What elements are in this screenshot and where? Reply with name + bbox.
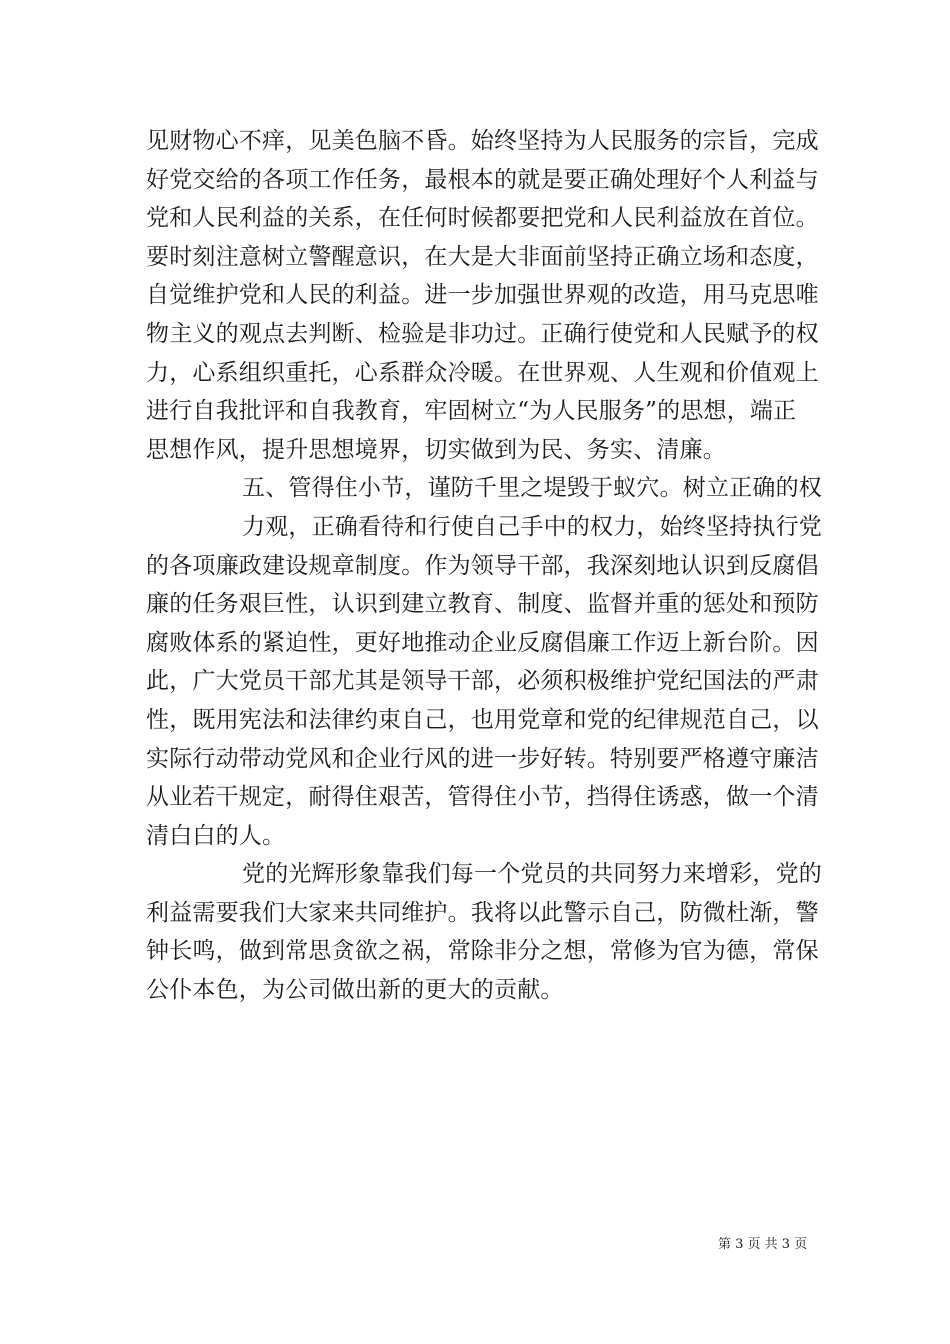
text-line: 思想作风，提升思想境界，切实做到为民、务实、清廉。 (146, 436, 726, 463)
text-line: 利益需要我们大家来共同维护。我将以此警示自己，防微杜渐，警 (146, 899, 819, 926)
text-line: 清白白的人。 (146, 822, 286, 849)
text-line: 实际行动带动党风和企业行风的进一步好转。特别要严格遵守廉洁 (146, 745, 819, 772)
text-line: 党的光辉形象靠我们每一个党员的共同努力来增彩，党的 (242, 861, 822, 888)
text-line: 党和人民利益的关系，在任何时候都要把党和人民利益放在首位。 (146, 205, 819, 232)
text-line: 要时刻注意树立警醒意识，在大是大非面前坚持正确立场和态度， (146, 243, 819, 270)
text-line: 见财物心不痒，见美色脑不昏。始终坚持为人民服务的宗旨，完成 (146, 128, 819, 154)
text-line: 公仆本色，为公司做出新的更大的贡献。 (146, 977, 564, 1004)
text-line: 腐败体系的紧迫性，更好地推动企业反腐倡廉工作迈上新台阶。因 (146, 629, 819, 656)
text-line: 钟长鸣，做到常思贪欲之祸，常除非分之想，常修为官为德，常保 (146, 938, 819, 965)
text-line: 力，心系组织重托，心系群众冷暖。在世界观、人生观和价值观上 (146, 359, 819, 386)
text-line: 从业若干规定，耐得住艰苦，管得住小节，挡得住诱惑，做一个清 (146, 784, 819, 811)
text-line: 此，广大党员干部尤其是领导干部，必须积极维护党纪国法的严肃 (146, 668, 819, 695)
page-number: 第 3 页 共 3 页 (718, 1237, 808, 1252)
text-line: 物主义的观点去判断、检验是非功过。正确行使党和人民赋予的权 (146, 320, 819, 347)
text-line: 性，既用宪法和法律约束自己，也用党章和党的纪律规范自己，以 (146, 706, 819, 733)
body-text (146, 122, 826, 1010)
text-line: 的各项廉政建设规章制度。作为领导干部，我深刻地认识到反腐倡 (146, 552, 819, 579)
text-line: 廉的任务艰巨性，认识到建立教育、制度、监督并重的惩处和预防 (146, 591, 819, 618)
text-line: 进行自我批评和自我教育，牢固树立“为人民服务”的思想，端正 (146, 398, 797, 425)
text-line: 自觉维护党和人民的利益。进一步加强世界观的改造，用马克思唯 (146, 282, 819, 309)
text-line: 五、管得住小节，谨防千里之堤毁于蚁穴。树立正确的权 (242, 475, 822, 502)
text-line: 力观，正确看待和行使自己手中的权力，始终坚持执行党 (242, 513, 822, 540)
text-line: 好党交给的各项工作任务，最根本的就是要正确处理好个人利益与 (146, 166, 819, 193)
